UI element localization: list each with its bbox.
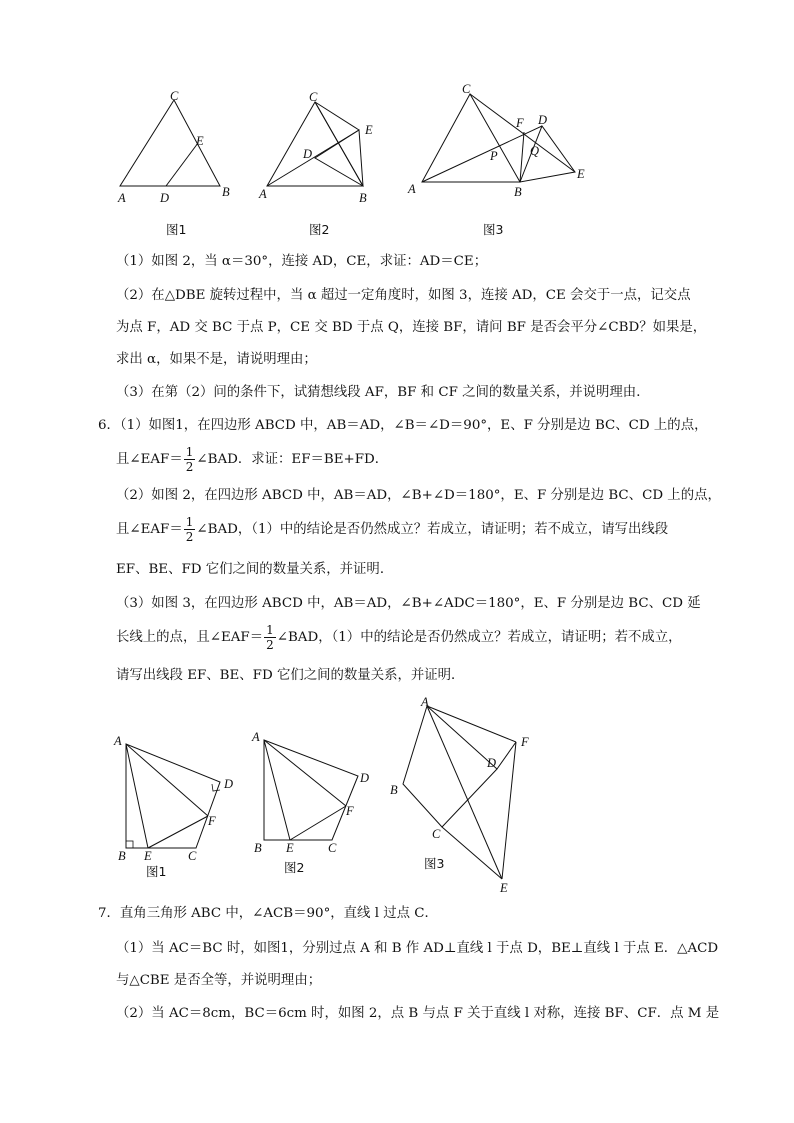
fraction-one-half: $\frac{1}{2}$	[185, 445, 194, 474]
mid-figure-1	[110, 730, 240, 875]
p5-line-1: （1）如图 2，当 α＝30°，连接 AD，CE，求证：AD＝CE；	[116, 254, 488, 269]
caption-top-fig3: 图3	[483, 222, 504, 237]
label-C: C	[170, 89, 179, 103]
p5-line-5: （3）在第（2）问的条件下，试猜想线段 AF，BF 和 CF 之间的数量关系，并说明理由．	[116, 385, 650, 400]
quadrilateral-right-angles-diagram	[110, 730, 240, 875]
intersecting-lines-diagram	[400, 80, 600, 205]
p6-line-1: 6．（1）如图1，在四边形 ABCD 中，AB＝AD，∠B＝∠D＝90°，E、F 分别是边 BC、CD 上的点，	[98, 418, 708, 433]
label-A: A	[408, 182, 416, 196]
label-A: A	[118, 191, 126, 205]
label-D: D	[160, 191, 170, 205]
label-B: B	[254, 841, 262, 855]
label-B: B	[359, 191, 367, 205]
p5-line-3: 为点 F，AD 交 BC 于点 P，CE 交 BD 于点 Q，连接 BF，请问 BF 是否会平分∠CBD？如果是，	[116, 320, 707, 335]
label-A: A	[114, 734, 122, 748]
p7-line-3: 与△CBE 是否全等，并说明理由；	[116, 973, 322, 988]
label-A: A	[252, 730, 260, 744]
label-E: E	[144, 849, 152, 863]
label-Q: Q	[530, 144, 540, 158]
rotated-triangle-diagram	[255, 86, 385, 211]
label-B: B	[514, 185, 522, 199]
p6-line-2: 且∠EAF＝ $\frac{1}{2}$ ∠BAD．求证：EF＝BE+FD．	[116, 445, 389, 474]
p6-line-8: 请写出线段 EF、BE、FD 它们之间的数量关系，并证明．	[116, 668, 465, 683]
label-D: D	[224, 777, 234, 791]
label-F: F	[208, 814, 216, 828]
label-D: D	[487, 756, 497, 770]
label-E: E	[577, 167, 585, 181]
p5-line-2: （2）在△DBE 旋转过程中，当 α 超过一定角度时，如图 3，连接 AD，CE 会交于一点，记交点	[116, 288, 691, 303]
label-C: C	[432, 827, 441, 841]
caption-mid-fig2: 图2	[284, 860, 305, 875]
label-A: A	[421, 695, 429, 709]
label-F: F	[521, 735, 529, 749]
top-figure-2	[255, 86, 385, 211]
quadrilateral-extended-diagram	[385, 694, 545, 899]
label-B: B	[118, 849, 126, 863]
label-B: B	[390, 783, 398, 797]
mid-figure-2	[248, 728, 378, 873]
label-A: A	[259, 187, 267, 201]
label-E: E	[196, 134, 204, 148]
p7-line-1: 7．直角三角形 ABC 中，∠ACB＝90°，直线 l 过点 C．	[98, 906, 438, 921]
label-C: C	[309, 90, 318, 104]
label-D: D	[303, 147, 313, 161]
label-C: C	[462, 82, 471, 96]
label-D: D	[360, 771, 370, 785]
p6-line-4: 且∠EAF＝ $\frac{1}{2}$ ∠BAD，（1）中的结论是否仍然成立？若成立，请证明；若不成立，请写出线段	[116, 515, 669, 544]
label-E: E	[286, 841, 294, 855]
fraction-one-half: $\frac{1}{2}$	[185, 515, 194, 544]
p5-line-4: 求出 α，如果不是，请说明理由；	[116, 352, 317, 367]
p7-line-2: （1）当 AC＝BC 时，如图1，分别过点 A 和 B 作 AD⊥直线 l 于点 D，BE⊥直线 l 于点 E．△ACD	[116, 941, 719, 956]
fraction-one-half: $\frac{1}{2}$	[266, 623, 274, 652]
caption-top-fig1: 图1	[166, 222, 187, 237]
label-C: C	[188, 849, 197, 863]
p6-line-7: 长线上的点，且∠EAF＝ $\frac{1}{2}$ ∠BAD，（1）中的结论是否仍然成立？若成立，请证明；若不成立，	[116, 623, 682, 652]
caption-mid-fig3: 图3	[424, 856, 445, 871]
label-E: E	[500, 881, 508, 895]
label-B: B	[222, 185, 230, 199]
label-F: F	[516, 116, 524, 130]
label-E: E	[365, 123, 373, 137]
top-figure-3	[400, 80, 600, 205]
label-C: C	[328, 841, 337, 855]
p7-line-4: （2）当 AC＝8cm，BC＝6cm 时，如图 2，点 B 与点 F 关于直线 l 对称，连接 BF、CF．点 M 是	[116, 1006, 720, 1021]
label-D: D	[538, 113, 548, 127]
caption-top-fig2: 图2	[309, 222, 330, 237]
quadrilateral-supplementary-diagram	[248, 728, 378, 873]
p6-line-6: （3）如图 3，在四边形 ABCD 中，AB＝AD，∠B+∠ADC＝180°，E、F 分别是边 BC、CD 延	[116, 596, 701, 611]
label-P: P	[490, 149, 498, 163]
top-figure-1	[110, 88, 240, 208]
p6-line-3: （2）如图 2，在四边形 ABCD 中，AB＝AD，∠B+∠D＝180°，E、F 分别是边 BC、CD 上的点，	[116, 488, 721, 503]
p6-line-5: EF、BE、FD 它们之间的数量关系，并证明．	[116, 562, 394, 577]
mid-figure-3	[385, 694, 545, 899]
equilateral-triangle-diagram	[110, 88, 240, 208]
caption-mid-fig1: 图1	[146, 864, 167, 879]
label-F: F	[346, 804, 354, 818]
